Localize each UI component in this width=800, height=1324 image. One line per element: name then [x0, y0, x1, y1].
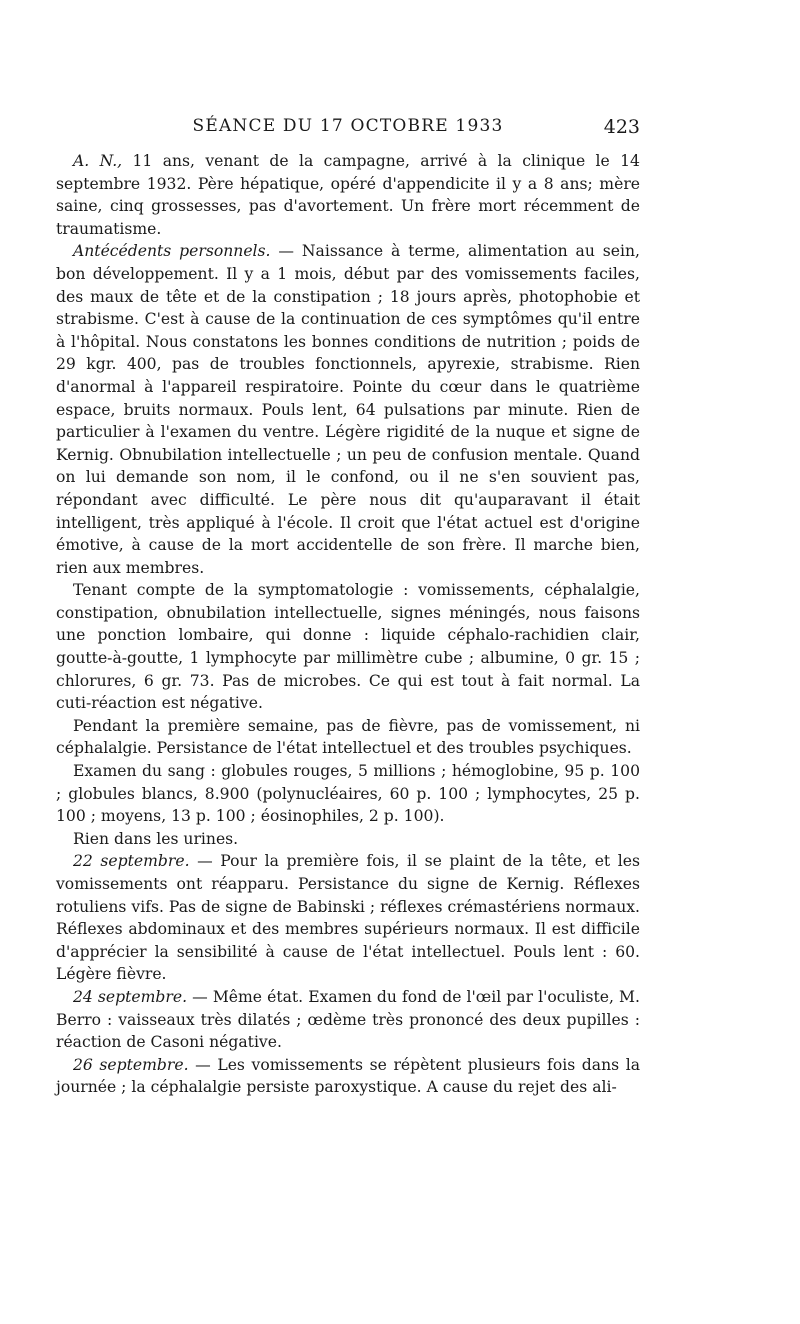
paragraph	[56, 986, 640, 1054]
paragraph	[56, 850, 640, 986]
paragraph-lead: 22 septembre.	[73, 852, 190, 871]
paragraph	[56, 1054, 640, 1099]
paragraph	[56, 715, 640, 760]
paragraph	[56, 760, 640, 828]
paragraph-text: Rien dans les urines.	[73, 829, 239, 848]
paragraph-text: — Les vomissements se répètent plusieurs fois dans la journée ; la céphalalgie persiste paroxystique. A cause du rejet des ali-	[56, 1055, 640, 1097]
paragraph-text: — Même état. Examen du fond de l'œil par l'oculiste, M. Berro : vaisseaux très dilatés ; œdème très prononcé des deux pupilles : réaction de Casoni négative.	[56, 987, 640, 1052]
paragraph	[56, 150, 640, 240]
body-text	[56, 150, 640, 1099]
book-page	[56, 116, 640, 1099]
running-title: SÉANCE DU 17 OCTOBRE 1933	[192, 116, 504, 136]
page-number: 423	[603, 116, 640, 138]
paragraph-text: 11 ans, venant de la campagne, arrivé à la clinique le 14 septembre 1932. Père hépatique, opéré d'appendicite il y a 8 ans; mère saine, cinq grossesses, pas d'avortement. Un frère mort récemment de traumatisme.	[56, 152, 640, 238]
paragraph-lead: 24 septembre.	[73, 987, 188, 1006]
paragraph-lead: Antécédents personnels.	[73, 242, 271, 261]
paragraph-text: — Pour la première fois, il se plaint de la tête, et les vomissements ont réapparu. Persistance du signe de Kernig. Réflexes rotuliens vifs. Pas de signe de Babinski ; réflexes crémastériens normaux. Réflexes abdominaux et des membres supérieurs normaux. Il est difficile d'apprécier la sensibilité à cause de l'état intellectuel. Pouls lent : 60. Légère fièvre.	[56, 852, 640, 984]
paragraph-text: Tenant compte de la symptomatologie : vomissements, céphalalgie, constipation, obnubilation intellectuelle, signes méningés, nous faisons une ponction lombaire, qui donne : liquide céphalo-rachidien clair, goutte-à-goutte, 1 lymphocyte par millimètre cube ; albumine, 0 gr. 15 ; chlorures, 6 gr. 73. Pas de microbes. Ce qui est tout à fait normal. La cuti-réaction est négative.	[56, 581, 640, 713]
paragraph-lead: 26 septembre.	[73, 1055, 189, 1074]
paragraph	[56, 579, 640, 715]
page-header	[56, 116, 640, 146]
paragraph	[56, 828, 640, 851]
paragraph-text: — Naissance à terme, alimentation au sein, bon développement. Il y a 1 mois, début par des vomissements faciles, des maux de tête et de la constipation ; 18 jours après, photophobie et strabisme. C'est à cause de la continuation de ces symptômes qu'il entre à l'hôpital. Nous constatons les bonnes conditions de nutrition ; poids de 29 kgr. 400, pas de troubles fonctionnels, apyrexie, strabisme. Rien d'anormal à l'appareil respiratoire. Pointe du cœur dans le quatrième espace, bruits normaux. Pouls lent, 64 pulsations par minute. Rien de particulier à l'examen du ventre. Légère rigidité de la nuque et signe de Kernig. Obnubilation intellectuelle ; un peu de confusion mentale. Quand on lui demande son nom, il le confond, ou il ne s'en souvient pas, répondant avec difficulté. Le père nous dit qu'auparavant il était intelligent, très appliqué à l'école. Il croit que l'état actuel est d'origine émotive, à cause de la mort accidentelle de son frère. Il marche bien, rien aux membres.	[56, 242, 640, 577]
paragraph-lead: A. N.,	[73, 152, 123, 170]
paragraph-text: Examen du sang : globules rouges, 5 millions ; hémoglobine, 95 p. 100 ; globules blancs, 8.900 (polynucléaires, 60 p. 100 ; lymphocytes, 25 p. 100 ; moyens, 13 p. 100 ; éosinophiles, 2 p. 100).	[56, 762, 640, 826]
paragraph	[56, 240, 640, 579]
paragraph-text: Pendant la première semaine, pas de fièvre, pas de vomissement, ni céphalalgie. Persistance de l'état intellectuel et des troubles psychiques.	[56, 716, 640, 758]
